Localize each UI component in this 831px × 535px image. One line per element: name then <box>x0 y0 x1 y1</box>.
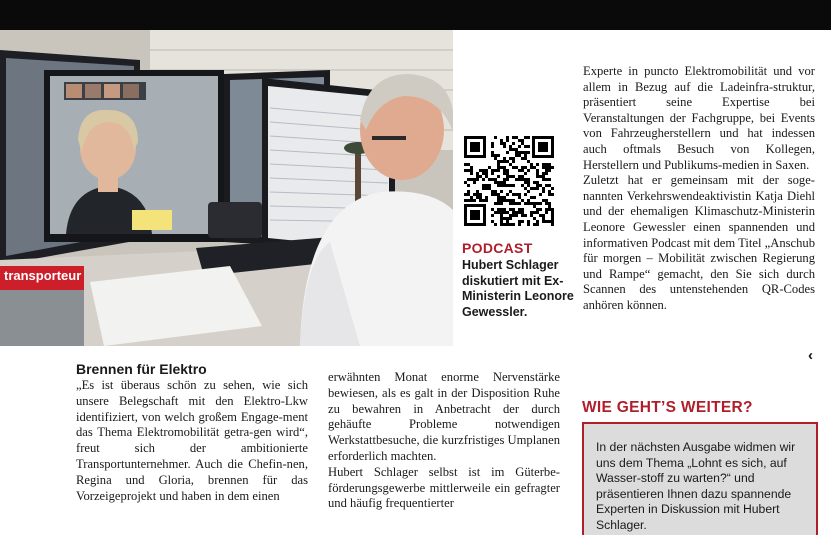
qr-code-icon[interactable] <box>462 134 556 228</box>
end-of-article-mark: ‹ <box>808 347 813 364</box>
right-column-text <box>583 64 815 314</box>
box-heading: WIE GEHT’S WEITER? <box>582 399 753 416</box>
column-2-paragraph-2: Hubert Schlager selbst ist im Güterbe-förderungsgewerbe mittlerweile ein gefragter und häufig frequentierter <box>328 464 560 511</box>
section-heading: Brennen für Elektro <box>76 361 207 377</box>
right-paragraph-2: Zuletzt hat er gemeinsam mit der soge-nannten Verkehrswendeaktivistin Katja Diehl und der ehemaligen Klimaschutz-Ministerin Leonore Gewessler einen spannenden und informativen Podcast mit dem Titel „Anschub für morgen – Mobilität zwischen Regierung und Rampe“ gemacht, den Sie sich durch Scannen des untenstehenden QR-Codes anhören können. <box>583 173 815 312</box>
magazine-label: transporteur <box>4 268 82 283</box>
photo-caption <box>462 240 574 320</box>
article-column-2 <box>328 370 560 512</box>
caption-text: Hubert Schlager diskutiert mit Ex-Ministerin Leonore Gewessler. <box>462 258 574 319</box>
caption-kicker: PODCAST <box>462 240 533 256</box>
right-paragraph-1: Experte in puncto Elektromobilität und vor allem in Bezug auf die Ladeinfra-struktur, präsentiert seine Expertise bei Veranstaltungen der Fachgruppe, bei Events von Fahrzeugherstellern und hat indessen auch oftmals Besuch von Kollegen, Herstellern und Publikums-medien in Saxen. <box>583 64 815 172</box>
photo-illustration <box>0 30 453 346</box>
article-column-1 <box>76 378 308 504</box>
top-bar <box>0 0 831 30</box>
column-1-text: „Es ist überaus schön zu sehen, wie sich unsere Belegschaft mit den Elektro-Lkw identifiziert, von welch großem Engage-ment das Thema Elektromobilität getra-gen wird“, freut sich der ambitionierte Transportunternehmer. Auch die Chefin-nen, Regina und Gloria, brennen für das Vorzeigeprojekt und haben in dem einen <box>76 378 308 503</box>
column-2-paragraph-1: erwähnten Monat enorme Nervenstärke bewiesen, als es galt in der Disposition Ruhe zu bewahren in Anbetracht der durch gehäufte Probleme notwendigen Werkstattbesuche, die kurzfristiges Umplanen erforderlich machten. <box>328 370 560 463</box>
info-box <box>582 422 818 535</box>
article-photo <box>0 30 453 346</box>
box-text: In der nächsten Ausgabe widmen wir uns dem Thema „Lohnt es sich, auf Wasser-stoff zu warten?“ und präsentieren Ihnen dazu spannende Experten in Diskussion mit Hubert Schlager. <box>596 440 796 532</box>
